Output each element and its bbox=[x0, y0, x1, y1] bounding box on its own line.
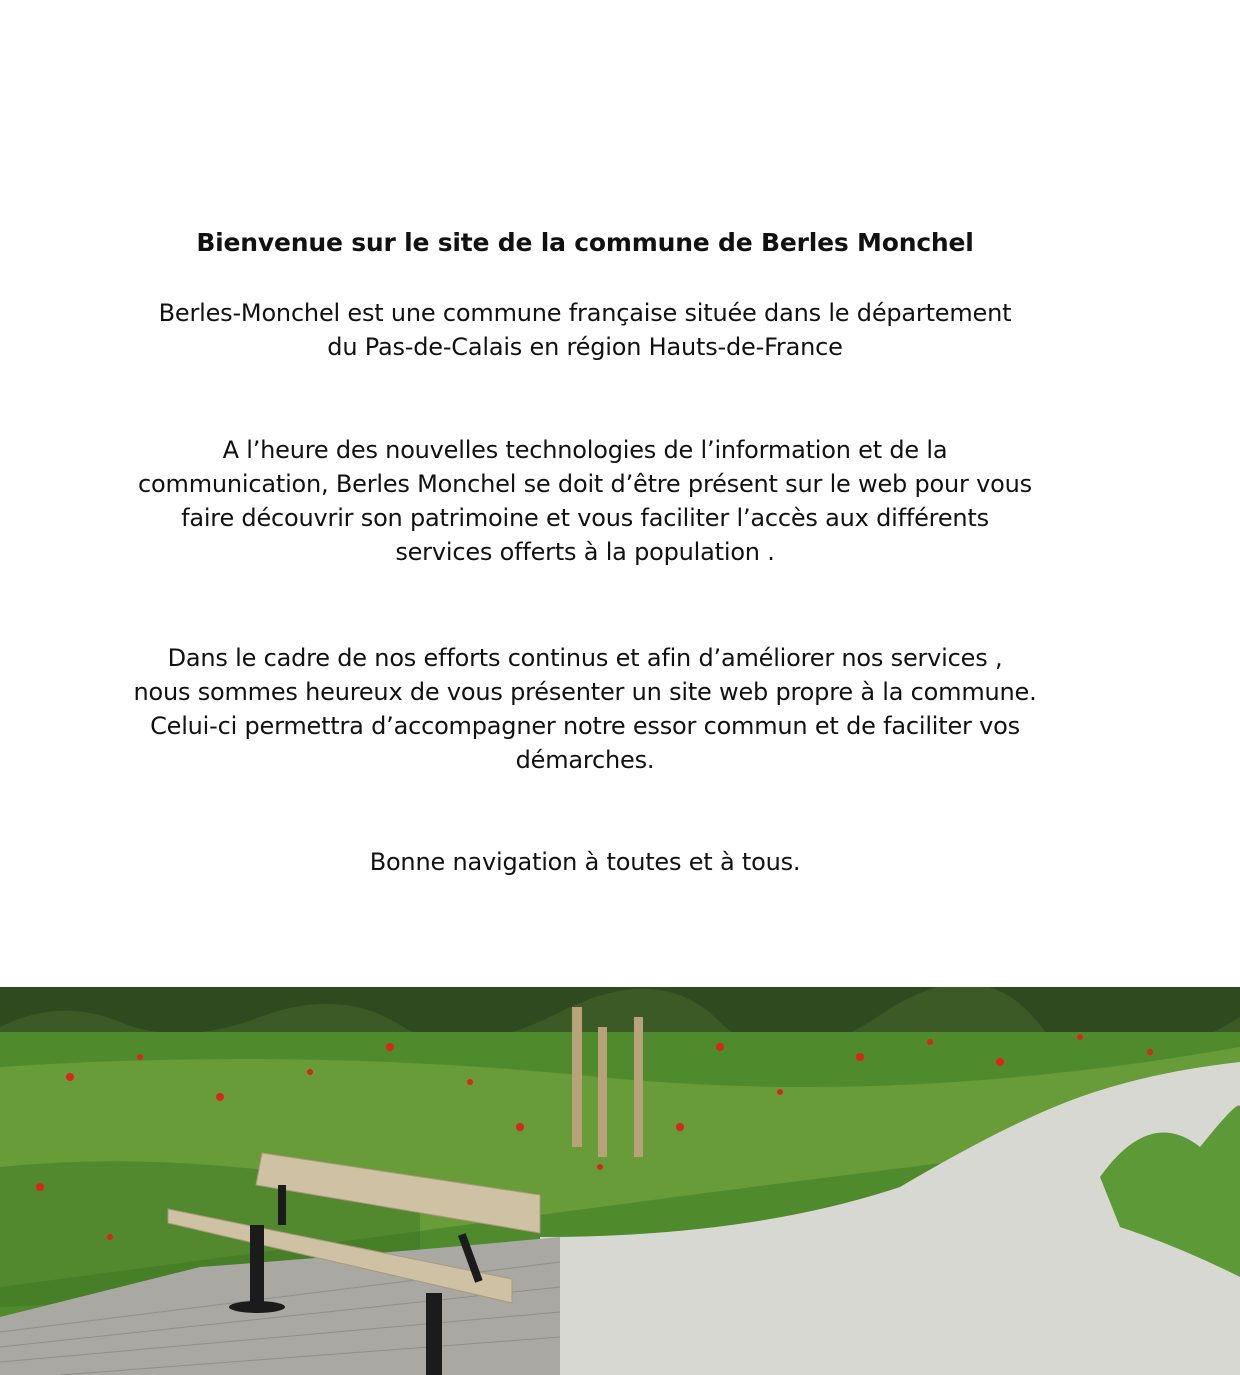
park-bench-photo bbox=[0, 987, 1240, 1375]
paragraph-line: Celui-ci permettra d’accompagner notre essor commun et de faciliter vos bbox=[150, 712, 1020, 740]
intro-paragraph-new-site bbox=[0, 641, 1170, 777]
paragraph-line: communication, Berles Monchel se doit d’être présent sur le web pour vous bbox=[138, 470, 1032, 498]
paragraph-line: du Pas-de-Calais en région Hauts-de-France bbox=[327, 333, 843, 361]
paragraph-line: démarches. bbox=[515, 746, 655, 774]
paragraph-line: faire découvrir son patrimoine et vous faciliter l’accès aux différents bbox=[181, 504, 989, 532]
paragraph-line: A l’heure des nouvelles technologies de l’information et de la bbox=[222, 436, 948, 464]
welcome-title: Bienvenue sur le site de la commune de Berles Monchel bbox=[196, 228, 974, 257]
closing-message: Bonne navigation à toutes et à tous. bbox=[369, 848, 801, 876]
intro-paragraph-location bbox=[0, 296, 1170, 364]
intro-paragraph-web-presence bbox=[0, 433, 1170, 569]
paragraph-line: nous sommes heureux de vous présenter un site web propre à la commune. bbox=[133, 678, 1037, 706]
paragraph-line: Berles-Monchel est une commune française située dans le département bbox=[158, 299, 1012, 327]
paragraph-line: Dans le cadre de nos efforts continus et afin d’améliorer nos services , bbox=[167, 644, 1003, 672]
paragraph-line: services offerts à la population . bbox=[395, 538, 775, 566]
